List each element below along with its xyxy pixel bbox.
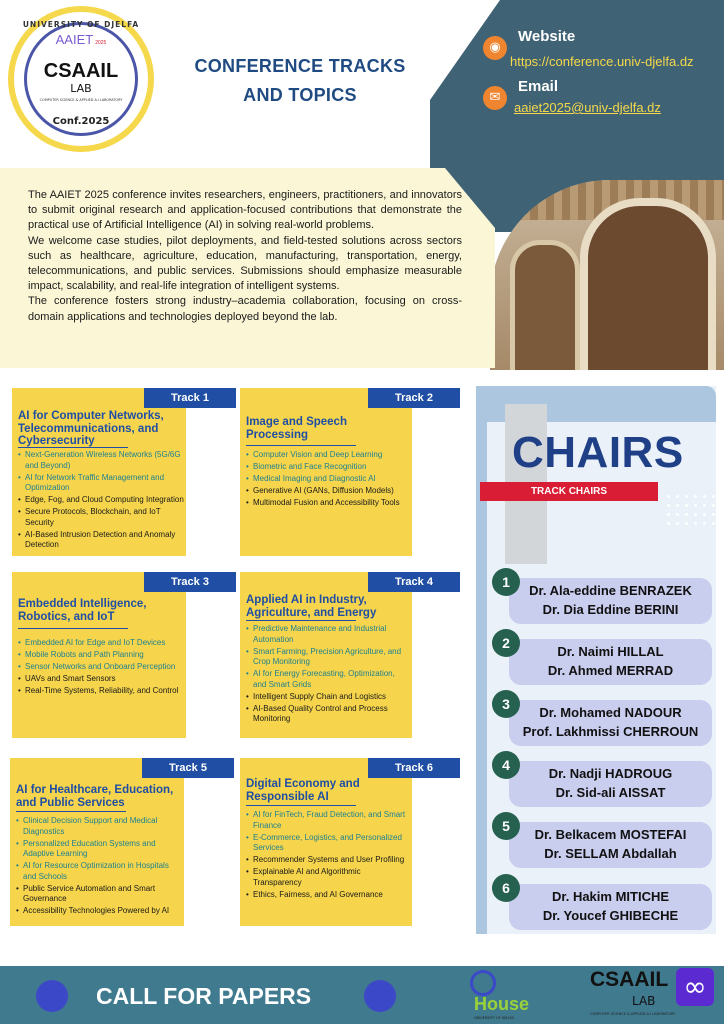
lab-logo <box>588 966 722 1022</box>
partner-logo <box>466 968 550 1022</box>
partner-logo-mark <box>470 970 496 996</box>
track-1-topics <box>18 450 184 552</box>
website-link[interactable]: https://conference.univ-djelfa.dz <box>510 54 694 69</box>
list-item: • Secure Protocols, Blockchain, and IoT Security <box>18 507 184 528</box>
track-2-title: Image and Speech Processing <box>246 416 347 441</box>
chair-card-2 <box>502 635 712 685</box>
list-item: • Predictive Maintenance and Industrial Automation <box>246 624 408 645</box>
chair-name-2: Dr. Sid-ali AISSAT <box>555 785 666 800</box>
list-item: • Mobile Robots and Path Planning <box>18 650 184 661</box>
track-3-title: Embedded Intelligence, Robotics, and IoT <box>18 598 147 623</box>
chair-card-6 <box>502 880 712 930</box>
track-5-title: AI for Healthcare, Education, and Public Services <box>16 784 174 809</box>
globe-icon: ◉ <box>483 36 507 60</box>
lab-logo-text: CSAAIL <box>590 968 669 991</box>
list-item: • Personalized Education Systems and Adaptive Learning <box>16 839 182 860</box>
chair-name-2: Prof. Lakhmissi CHERROUN <box>522 724 699 739</box>
list-item: • AI for Network Traffic Management and Optimization <box>18 473 184 494</box>
list-item: • Recommender Systems and User Profiling <box>246 855 408 866</box>
chair-number: 6 <box>492 874 520 902</box>
list-item: • AI-Based Quality Control and Process Monitoring <box>246 704 408 725</box>
track-6-underline <box>246 805 356 806</box>
track-3-tab: Track 3 <box>144 572 236 592</box>
lab-logo-word: LAB <box>632 994 656 1008</box>
list-item: • AI-Based Intrusion Detection and Anomaly Detection <box>18 530 184 551</box>
track-2-tab: Track 2 <box>368 388 460 408</box>
conference-logo <box>8 6 154 152</box>
logo-arc-text: UNIVERSITY OF DJELFA <box>22 20 140 29</box>
chair-number: 4 <box>492 751 520 779</box>
call-for-papers: CALL FOR PAPERS <box>96 983 312 1009</box>
track-1-tab: Track 1 <box>144 388 236 408</box>
track-1-underline <box>18 447 128 448</box>
list-item: • Explainable AI and Algorithmic Transparency <box>246 867 408 888</box>
logo-edition: Conf.2025 <box>52 116 110 127</box>
intro-paragraph-2: We welcome case studies, pilot deployments, and field-tested solutions across sectors such as healthcare, agriculture, education, manufacturing, transportation, energy, telecommunications, and public services. Submissions should emphasize measurable impact, scalability, and real-life integration of intelligent systems. <box>28 234 462 293</box>
chair-card-1 <box>502 574 712 624</box>
list-item: • Medical Imaging and Diagnostic AI <box>246 474 408 485</box>
chair-number: 1 <box>492 568 520 596</box>
photo-side-arch <box>510 240 580 370</box>
list-item: • UAVs and Smart Sensors <box>18 674 184 685</box>
title-line-1: CONFERENCE TRACKS <box>194 56 406 76</box>
logo-conf-name: AAIET 2025 <box>55 32 107 47</box>
lab-logo-sub: COMPUTER SCIENCE & APPLIED A.I LABORATORY <box>590 1012 676 1016</box>
intro-text <box>28 188 462 325</box>
logo-lab-sub: COMPUTER SCIENCE & APPLIED A.I LABORATORY <box>39 98 123 102</box>
track-5-tab: Track 5 <box>142 758 234 778</box>
list-item: • Sensor Networks and Onboard Perception <box>18 662 184 673</box>
list-item: • Real-Time Systems, Reliability, and Control <box>18 686 184 697</box>
intro-paragraph-3: The conference fosters strong industry–academia collaboration, focusing on cross-domain applications and technologies deployed beyond the lab. <box>28 295 462 323</box>
track-5-topics <box>16 816 182 918</box>
track-2-underline <box>246 445 356 446</box>
track-6-topics <box>246 810 408 902</box>
website-label: Website <box>518 28 576 45</box>
chair-name-2: Dr. Ahmed MERRAD <box>547 663 674 678</box>
track-4-title: Applied AI in Industry, Agriculture, and Energy <box>246 594 377 619</box>
chair-name-2: Dr. Dia Eddine BERINI <box>542 602 679 617</box>
chair-card-3 <box>502 696 712 746</box>
chair-name-2: Dr. SELLAM Abdallah <box>544 846 677 861</box>
list-item: • Generative AI (GANs, Diffusion Models) <box>246 486 408 497</box>
track-card-6 <box>240 758 433 926</box>
list-item: • Smart Farming, Precision Agriculture, and Crop Monitoring <box>246 647 408 668</box>
chair-name-1: Dr. Belkacem MOSTEFAI <box>534 827 687 842</box>
dot-pattern <box>664 492 722 530</box>
track-card-1 <box>12 388 209 556</box>
track-1-title: AI for Computer Networks, Telecommunications, and Cybersecurity <box>18 410 164 447</box>
chair-number: 3 <box>492 690 520 718</box>
track-4-topics <box>246 624 408 726</box>
track-4-tab: Track 4 <box>368 572 460 592</box>
email-label: Email <box>518 78 559 95</box>
footer-dot-left <box>36 980 68 1012</box>
list-item: • Next-Generation Wireless Networks (5G/6G and Beyond) <box>18 450 184 471</box>
chair-name-1: Dr. Naimi HILLAL <box>557 644 664 659</box>
list-item: • AI for Energy Forecasting, Optimization, and Smart Grids <box>246 669 408 690</box>
intro-paragraph-1: The AAIET 2025 conference invites researchers, engineers, practitioners, and innovators to submit original research and application-focused contributions that demonstrate the practical use of Artificial Intelligence (AI) in solving real-world problems. <box>28 189 462 232</box>
photo-main-arch <box>580 198 716 370</box>
list-item: • Clinical Decision Support and Medical Diagnostics <box>16 816 182 837</box>
list-item: • AI for FinTech, Fraud Detection, and Smart Finance <box>246 810 408 831</box>
mosque-photo <box>490 180 724 370</box>
track-chairs-banner: TRACK CHAIRS <box>480 482 658 501</box>
list-item: • Computer Vision and Deep Learning <box>246 450 408 461</box>
email-link[interactable]: aaiet2025@univ-djelfa.dz <box>514 100 661 115</box>
chair-number: 5 <box>492 812 520 840</box>
logo-lab-word: LAB <box>70 82 92 95</box>
track-card-5 <box>10 758 207 926</box>
title-line-2: AND TOPICS <box>243 85 357 105</box>
chair-name-1: Dr. Ala-eddine BENRAZEK <box>529 583 692 598</box>
track-4-underline <box>246 620 356 621</box>
chair-name-1: Dr. Mohamed NADOUR <box>539 705 682 720</box>
track-2-topics <box>246 450 408 510</box>
list-item: • E-Commerce, Logistics, and Personalized Services <box>246 833 408 854</box>
list-item: • Edge, Fog, and Cloud Computing Integration <box>18 495 184 506</box>
list-item: • Biometric and Face Recognition <box>246 462 408 473</box>
list-item: • AI for Resource Optimization in Hospitals and Schools <box>16 861 182 882</box>
list-item: • Public Service Automation and Smart Governance <box>16 884 182 905</box>
track-6-tab: Track 6 <box>368 758 460 778</box>
chair-number: 2 <box>492 629 520 657</box>
partner-logo-text: House <box>474 994 530 1014</box>
list-item: • Ethics, Fairness, and AI Governance <box>246 890 408 901</box>
chair-card-4 <box>502 757 712 807</box>
chair-name-1: Dr. Nadji HADROUG <box>548 766 673 781</box>
track-6-title: Digital Economy and Responsible AI <box>246 778 360 803</box>
email-icon: ✉ <box>483 86 507 110</box>
footer-dot-right <box>364 980 396 1012</box>
list-item: • Intelligent Supply Chain and Logistics <box>246 692 408 703</box>
chair-card-5 <box>502 818 712 868</box>
infinity-icon: ∞ <box>676 968 714 1006</box>
page-title <box>180 52 420 110</box>
track-card-3 <box>12 572 209 738</box>
track-3-underline <box>18 628 128 629</box>
track-card-4 <box>240 572 433 738</box>
track-5-underline <box>16 811 126 812</box>
chairs-side-bar <box>476 386 487 934</box>
list-item: • Embedded AI for Edge and IoT Devices <box>18 638 184 649</box>
chairs-heading: CHAIRS <box>512 428 684 477</box>
track-3-topics <box>18 638 184 698</box>
logo-lab-name: CSAAIL <box>43 60 119 82</box>
list-item: • Accessibility Technologies Powered by AI <box>16 906 182 917</box>
chair-name-2: Dr. Youcef GHIBECHE <box>542 908 679 923</box>
chair-name-1: Dr. Hakim MITICHE <box>551 889 670 904</box>
track-card-2 <box>240 388 433 556</box>
list-item: • Multimodal Fusion and Accessibility Tools <box>246 498 408 509</box>
partner-logo-sub: UNIVERSITY OF DJELFA <box>474 1016 514 1020</box>
